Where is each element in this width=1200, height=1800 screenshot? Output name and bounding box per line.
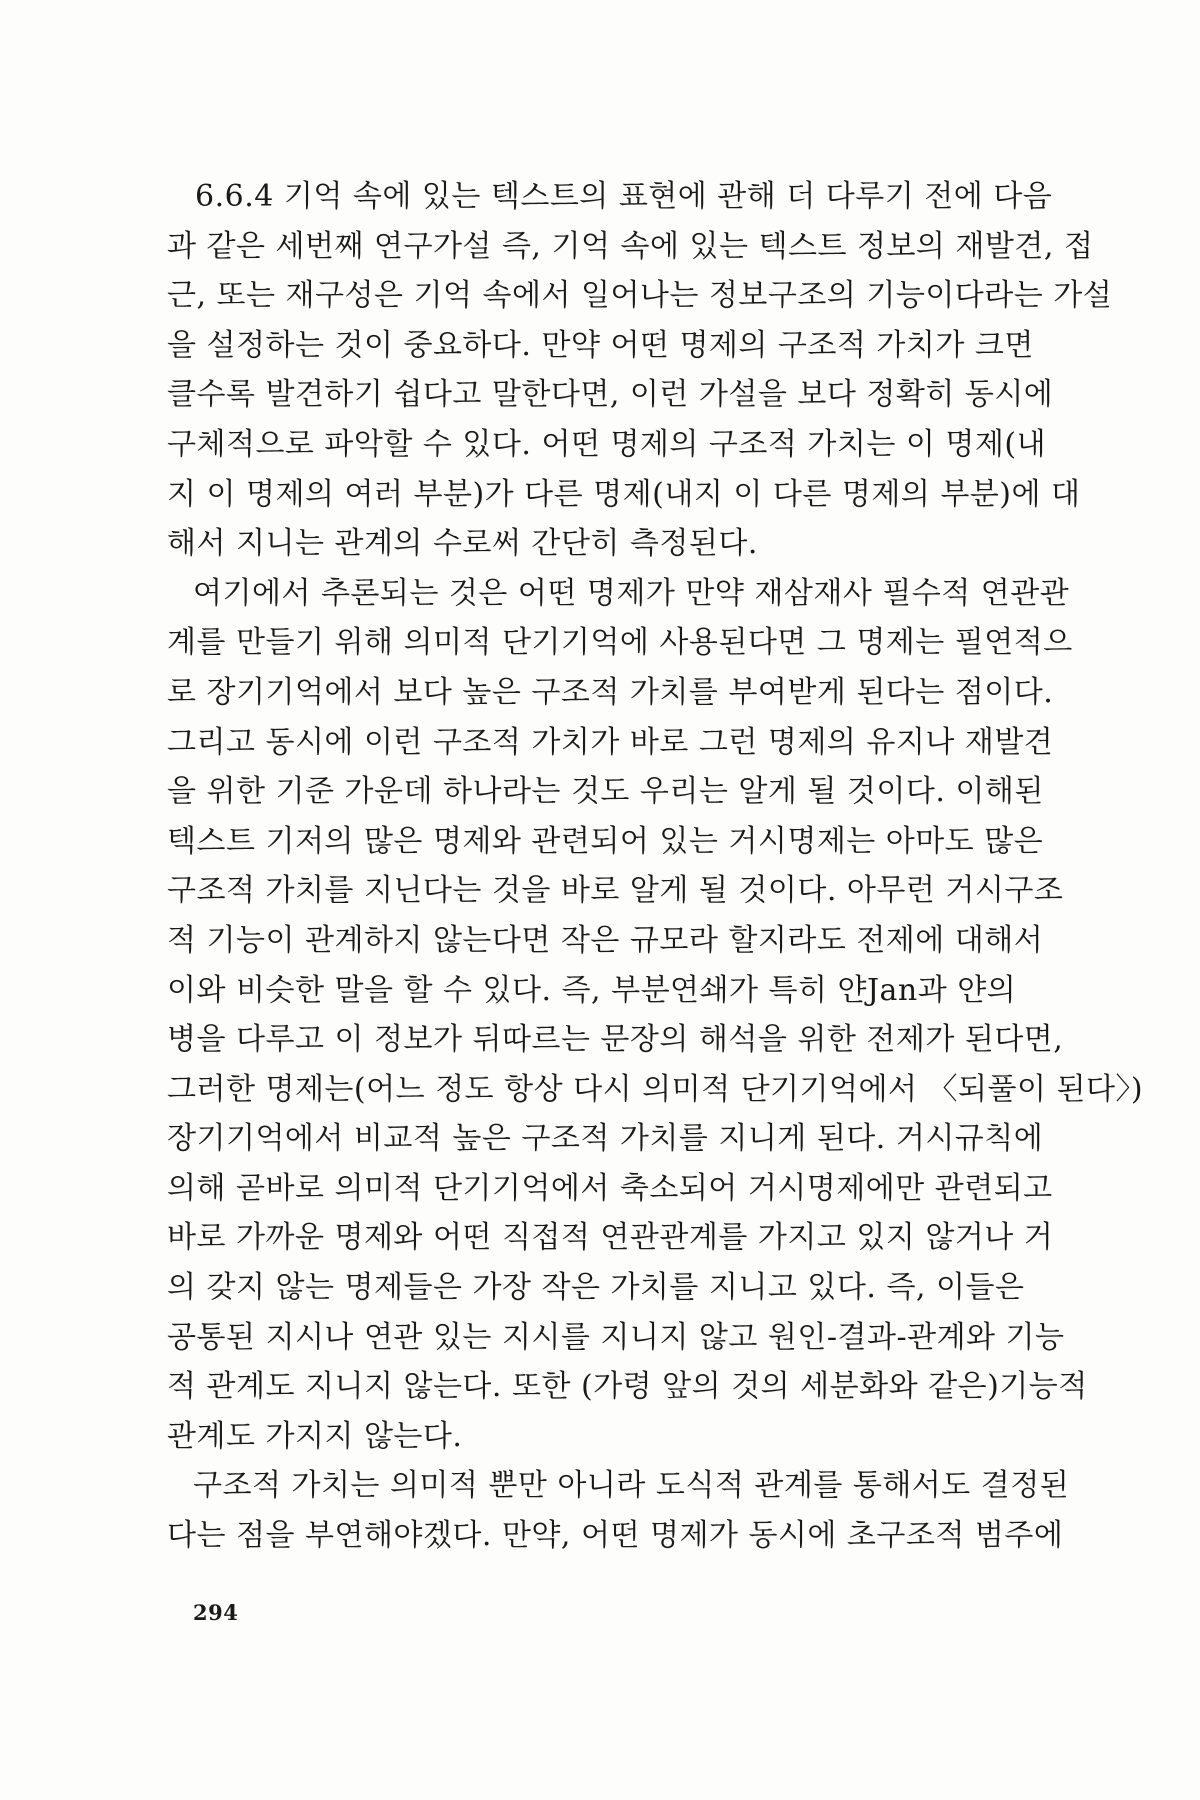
text-line: 장기기억에서 비교적 높은 구조적 가치를 지니게 된다. 거시규칙에: [167, 1121, 1044, 1157]
text-line: 그리고 동시에 이런 구조적 가치가 바로 그런 명제의 유지나 재발견: [167, 724, 1054, 760]
text-line: 구조적 가치는 의미적 뿐만 아니라 도식적 관계를 통해서도 결정된: [193, 1468, 1070, 1504]
text-line: 의 갖지 않는 명제들은 가장 작은 가치를 지니고 있다. 즉, 이들은: [167, 1270, 1025, 1306]
text-line: 의해 곧바로 의미적 단기기억에서 축소되어 거시명제에만 관련되고: [167, 1170, 1053, 1206]
page-number: 294: [193, 1600, 239, 1625]
text-line: 그러한 명제는(어느 정도 항상 다시 의미적 단기기억에서 〈되풀이 된다〉): [167, 1071, 1144, 1107]
text-line: 적 기능이 관계하지 않는다면 작은 규모라 할지라도 전제에 대해서: [167, 922, 1044, 958]
text-line: 구조적 가치를 지닌다는 것을 바로 알게 될 것이다. 아무런 거시구조: [167, 873, 1064, 909]
text-line: 바로 가까운 명제와 어떤 직접적 연관관계를 가지고 있지 않거나 거: [167, 1220, 1054, 1256]
text-line: 적 관계도 지니지 않는다. 또한 (가령 앞의 것의 세분화와 같은)기능적: [167, 1369, 1088, 1405]
text-line: 다는 점을 부연해야겠다. 만약, 어떤 명제가 동시에 초구조적 범주에: [167, 1518, 1064, 1554]
text-line: 계를 만들기 위해 의미적 단기기억에 사용된다면 그 명제는 필연적으: [167, 625, 1073, 661]
text-line: 근, 또는 재구성은 기억 속에서 일어나는 정보구조의 기능이다라는 가설: [167, 278, 1113, 314]
text-line: 관계도 가지지 않는다.: [167, 1418, 463, 1454]
text-line: 해서 지니는 관계의 수로써 간단히 측정된다.: [167, 526, 758, 562]
text-line: 이와 비슷한 말을 할 수 있다. 즉, 부분연쇄가 특히 얀Jan과 얀의: [167, 972, 1017, 1008]
text-line: 6.6.4 기억 속에 있는 텍스트의 표현에 관해 더 다루기 전에 다음: [195, 179, 1053, 214]
text-line: 여기에서 추론되는 것은 어떤 명제가 만약 재삼재사 필수적 연관관: [193, 575, 1070, 611]
text-line: 구체적으로 파악할 수 있다. 어떤 명제의 구조적 가치는 이 명제(내: [167, 426, 1047, 462]
body-text: [167, 172, 1144, 1561]
text-line: 과 같은 세번째 연구가설 즉, 기억 속에 있는 텍스트 정보의 재발견, 접: [167, 228, 1094, 264]
text-line: 을 위한 기준 가운데 하나라는 것도 우리는 알게 될 것이다. 이해된: [167, 774, 1044, 810]
text-line: 클수록 발견하기 쉽다고 말한다면, 이런 가설을 보다 정확히 동시에: [167, 377, 1054, 413]
text-line: 을 설정하는 것이 중요하다. 만약 어떤 명제의 구조적 가치가 크면: [167, 327, 1034, 363]
text-line: 병을 다루고 이 정보가 뒤따르는 문장의 해석을 위한 전제가 된다면,: [167, 1022, 1064, 1058]
text-line: 공통된 지시나 연관 있는 지시를 지니지 않고 원인-결과-관계와 기능: [167, 1319, 1065, 1355]
text-line: 텍스트 기저의 많은 명제와 관련되어 있는 거시명제는 아마도 많은: [167, 823, 1044, 859]
text-line: 로 장기기억에서 보다 높은 구조적 가치를 부여받게 된다는 점이다.: [167, 674, 1054, 710]
text-line: 지 이 명제의 여러 부분)가 다른 명제(내지 이 다른 명제의 부분)에 대: [167, 476, 1081, 512]
